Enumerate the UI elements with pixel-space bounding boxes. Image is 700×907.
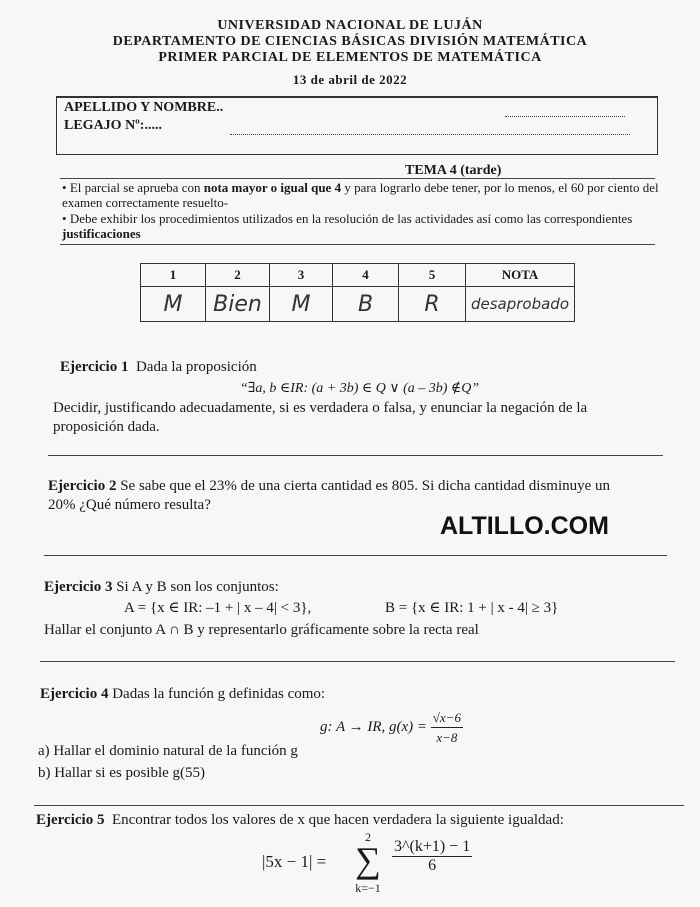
exam-date: 13 de abril de 2022 — [292, 72, 408, 87]
divider — [44, 555, 667, 556]
exercise-4-a: a) Hallar el dominio natural de la función g — [38, 743, 298, 759]
exercise-3-text: Hallar el conjunto A ∩ B y representarlo gráficamente sobre la recta real — [44, 622, 479, 638]
name-field[interactable] — [505, 116, 625, 117]
sum-lower-limit: k=−1 — [355, 881, 381, 895]
set-a: A = {x ∈ IR: –1 + | x – 4| < 3}, — [124, 600, 312, 616]
name-label: APELLIDO Y NOMBRE.. — [64, 100, 224, 115]
grade-table — [140, 263, 575, 322]
divider — [48, 455, 663, 456]
exercise-4-b: b) Hallar si es posible g(55) — [38, 765, 206, 781]
exercise-1-heading: Ejercicio 1 Dada la proposición — [60, 359, 257, 375]
exam-title: PRIMER PARCIAL DE ELEMENTOS DE MATEMÁTICA — [158, 50, 542, 65]
exercise-1-formula: “∃a, b ∈IR: (a + 3b) ∈ Q ∨ (a – 3b) ∉Q” — [240, 381, 480, 396]
summation-icon: ∑ — [355, 840, 381, 880]
tema-label: TEMA 4 (tarde) — [405, 163, 502, 178]
instruction-approval: • El parcial se aprueba con nota mayor o igual que 4 y para lograrlo debe tener, por lo menos, el 60 por ciento del examen correctamente resuelto- — [62, 180, 659, 210]
sum-upper-limit: 2 — [365, 830, 371, 844]
exercise-2: Ejercicio 2 Se sabe que el 23% de una cierta cantidad es 805. Si dicha cantidad disminuye un 20% ¿Qué número resulta? — [48, 478, 611, 513]
final-grade-mark: desaprobado — [466, 287, 575, 322]
grade-header: NOTA — [466, 264, 575, 287]
department-title: DEPARTAMENTO DE CIENCIAS BÁSICAS DIVISIÓN MATEMÁTICA — [112, 34, 588, 49]
grade-header: 3 — [270, 264, 333, 287]
grade-mark: M — [270, 287, 333, 322]
grade-mark: Bien — [206, 287, 270, 322]
divider — [60, 178, 655, 179]
grade-header: 5 — [399, 264, 466, 287]
function-g-definition: g: A → IR, g(x) = $\frac{√x-6}{x-8}$ — [320, 710, 461, 745]
exercise-5-lhs: |5x − 1| = — [262, 852, 327, 871]
grade-header: 2 — [206, 264, 270, 287]
exercise-5-fraction: $\frac{3\^{}(k+1) - 1}{6}$ — [394, 838, 471, 874]
divider — [40, 661, 675, 662]
grade-mark: R — [399, 287, 466, 322]
function-g-fraction: $\frac{√x-6}{x-8}$ — [432, 710, 461, 745]
legajo-field[interactable] — [230, 134, 630, 135]
set-b: B = {x ∈ IR: 1 + | x - 4| ≥ 3} — [385, 600, 559, 616]
divider — [34, 805, 684, 806]
grade-mark: M — [141, 287, 206, 322]
university-title: UNIVERSIDAD NACIONAL DE LUJÁN — [217, 18, 483, 33]
watermark-logo: ALTILLO.COM — [440, 512, 609, 540]
exercise-5-heading: Ejercicio 5 Encontrar todos los valores de x que hacen verdadera la siguiente igualdad: — [36, 812, 564, 828]
exercise-1-text: Decidir, justificando adecuadamente, si es verdadera o falsa, y enunciar la negación de la proposición dada. — [53, 400, 588, 435]
divider — [60, 244, 655, 245]
legajo-label: LEGAJO Nº:..... — [64, 118, 162, 133]
instruction-justification: • Debe exhibir los procedimientos utilizados en la resolución de las actividades así como las correspondientes justificaciones — [62, 211, 633, 241]
exercise-4-heading: Ejercicio 4 Dadas la función g definidas como: — [40, 686, 326, 702]
grade-header: 1 — [141, 264, 206, 287]
exercise-3-heading: Ejercicio 3 Si A y B son los conjuntos: — [44, 579, 279, 595]
grade-header: 4 — [333, 264, 399, 287]
grade-mark: B — [333, 287, 399, 322]
